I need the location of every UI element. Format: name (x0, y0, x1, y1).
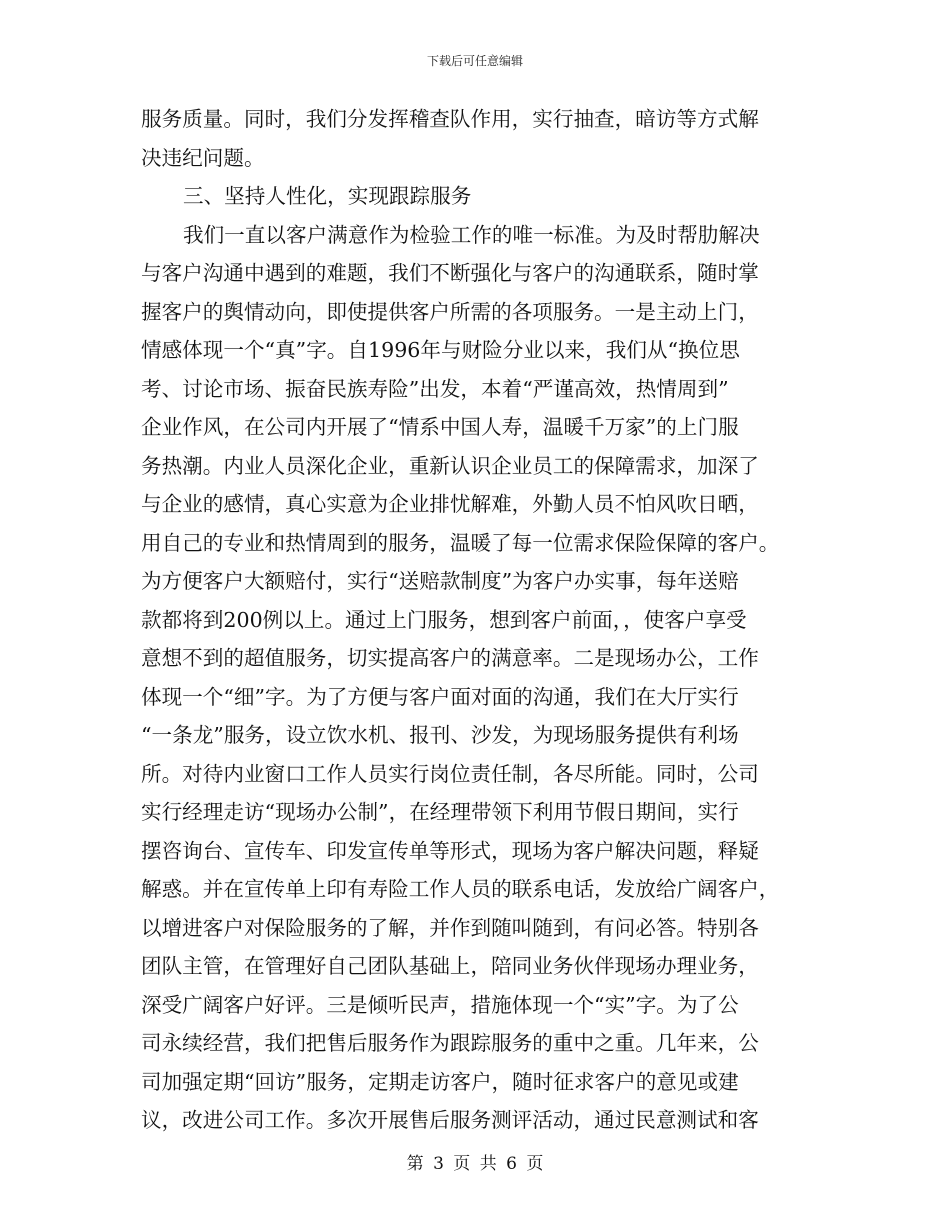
page-header: 下载后可任意编辑 (426, 54, 523, 68)
text-line: “一条龙”服务，设立饮水机、报刊、沙发，为现场服务提供有利场 (141, 723, 739, 747)
text-line: 务热潮。内业人员深化企业，重新认识企业员工的保障需求，加深了 (141, 453, 759, 478)
text-line: 议，改进公司工作。多次开展售后服务测评活动，通过民意测试和客 (141, 1108, 759, 1132)
text-line: 款都将到200例以上。通过上门服务，想到客户前面，，使客户享受 (141, 607, 747, 632)
text-line: 深受广阔客户好评。三是倾听民声，措施体现一个“实”字。为了公 (141, 992, 739, 1017)
text-line: 体现一个“细”字。为了方便与客户面对面的沟通，我们在大厅实行 (141, 684, 739, 709)
page-footer: 第 3 页 共 6 页 (406, 1154, 544, 1174)
text-line: 三、坚持人性化，实现跟踪服务 (183, 184, 472, 208)
text-line: 决违纪问题。 (141, 145, 265, 170)
text-line: 司永续经营，我们把售后服务作为跟踪服务的重中之重。几年来，公 (141, 1031, 759, 1055)
text-line: 与企业的感情，真心实意为企业排忧解难，外勤人员不怕风吹日晒， (141, 492, 759, 516)
text-line: 考、讨论市场、振奋民族寿险”出发，本着“严谨高效，热情周到” (141, 376, 729, 401)
text-line: 与客户沟通中遇到的难题，我们不断强化与客户的沟通联系，随时掌 (141, 261, 759, 285)
text-line: 司加强定期“回访”服务，定期走访客户，随时征求客户的意见或建 (141, 1069, 739, 1094)
text-line: 解惑。并在宣传单上印有寿险工作人员的联系电话，发放给广阔客户， (141, 877, 780, 901)
text-line: 团队主管，在管理好自己团队基础上，陪同业务伙伴现场办理业务， (141, 954, 759, 978)
text-line: 为方便客户大额赔付，实行“送赔款制度”为客户办实事，每年送赔 (141, 569, 739, 593)
document-body (141, 100, 813, 1140)
text-line: 以增进客户对保险服务的了解，并作到随叫随到，有问必答。特别各 (141, 915, 759, 940)
text-line: 意想不到的超值服务，切实提高客户的满意率。二是现场办公，工作 (141, 646, 759, 670)
text-line: 我们一直以客户满意作为检验工作的唯一标准。为及时帮肋解决 (183, 222, 760, 247)
text-line: 用自己的专业和热情周到的服务，温暖了每一位需求保险保障的客户。 (141, 530, 780, 555)
text-line: 实行经理走访“现场办公制”，在经理带领下利用节假日期间，实行 (141, 800, 739, 824)
text-line: 服务质量。同时，我们分发挥稽查队作用，实行抽查，暗访等方式解 (141, 107, 759, 131)
text-line: 握客户的舆情动向，即使提供客户所需的各项服务。一是主动上门， (141, 299, 759, 324)
text-line: 所。对待内业窗口工作人员实行岗位责任制，各尽所能。同时，公司 (141, 761, 759, 786)
text-line: 摆咨询台、宣传车、印发宣传单等形式，现场为客户解决问题，释疑 (141, 838, 759, 863)
text-line: 企业作风，在公司内开展了“情系中国人寿，温暖千万家”的上门服 (141, 415, 739, 439)
text-line: 情感体现一个“真”字。自1996年与财险分业以来，我们从“换位思 (141, 338, 740, 362)
